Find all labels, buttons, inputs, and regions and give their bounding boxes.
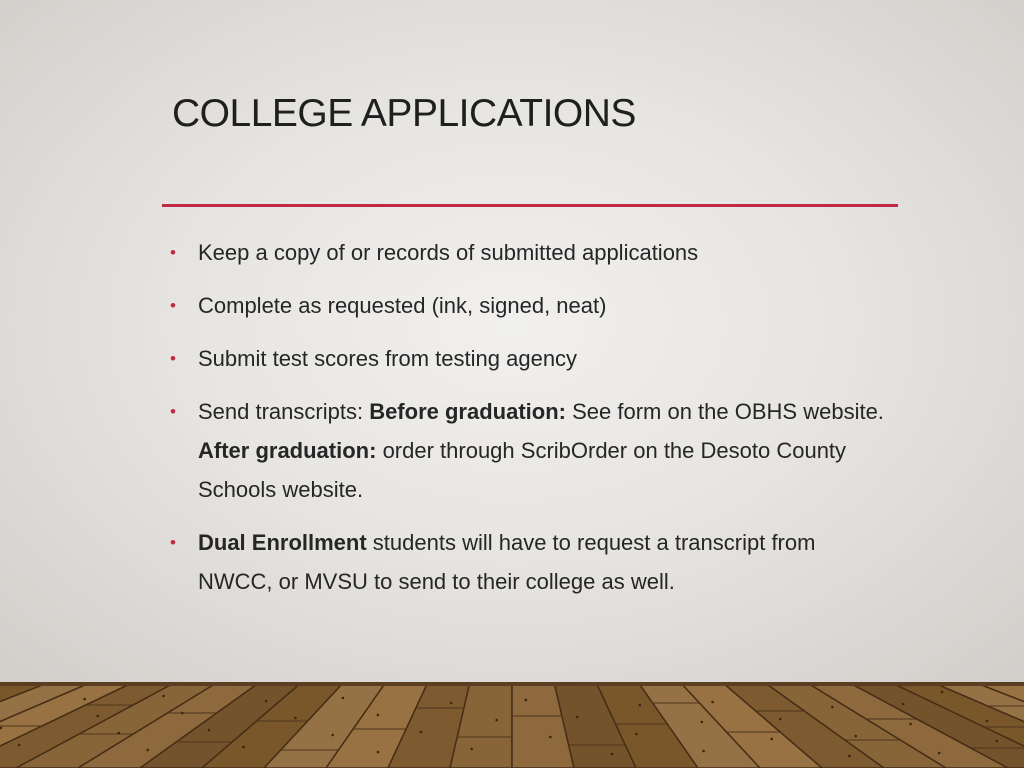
title-divider [162,204,898,207]
bullet-marker: • [170,243,176,262]
floor-edge [0,682,1024,686]
bullet-item [170,523,890,601]
bullet-marker: • [170,533,176,552]
bullet-item [170,392,890,509]
bullet-text: order through ScribOrder on the Desoto County Schools website. [198,438,847,502]
bullet-emphasis: Before graduation: [369,399,566,424]
bullet-item [170,286,890,325]
bullet-text: See form on the OBHS website. [565,399,884,424]
slide-title: COLLEGE APPLICATIONS [172,92,636,135]
bullet-text: Keep a copy of or records of submitted applications [198,240,699,265]
bullet-item [170,339,890,378]
bullet-marker: • [170,402,176,421]
bullet-emphasis: Dual Enrollment [198,530,367,555]
wood-floor [0,682,1024,768]
bullet-marker: • [170,349,176,368]
floor-planks [0,682,1024,768]
bullet-text: students will have to request a transcript from NWCC, or MVSU to send to their college as well. [198,530,816,594]
bullet-text: Complete as requested (ink, signed, neat) [198,293,607,318]
bullet-item [170,233,890,272]
bullet-text: Send transcripts: [198,399,370,424]
bullet-emphasis: After graduation: [198,438,377,463]
floor-shade [0,682,1024,768]
bullet-text: Submit test scores from testing agency [198,346,578,371]
bullet-marker: • [170,296,176,315]
bullet-list [170,233,890,601]
